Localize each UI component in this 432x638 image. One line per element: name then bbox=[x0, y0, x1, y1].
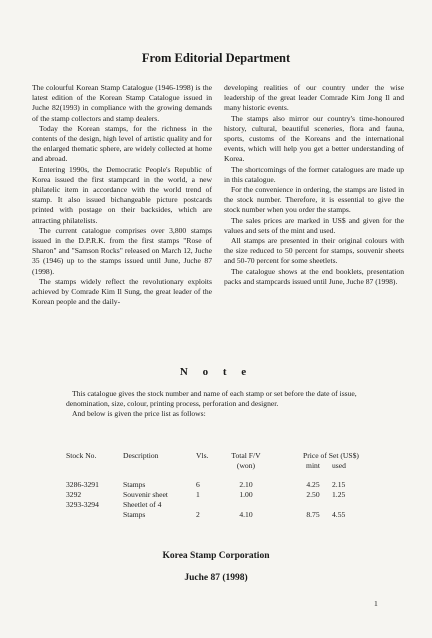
table-row bbox=[66, 480, 366, 490]
cell-stock: 3293-3294 bbox=[66, 500, 99, 509]
paragraph: And below is given the price list as follows: bbox=[72, 409, 206, 419]
cell-mint: 4.25 bbox=[306, 480, 320, 489]
paragraph: The stamps widely reflect the revolutionary exploits achieved by Comrade Kim Il Sung, the great leader of the Korean people and the daily- bbox=[32, 276, 212, 307]
cell-vls: 6 bbox=[196, 480, 200, 489]
paragraph: The stamps also mirror our country's time-honoured history, cultural, beautiful sceneries, flora and fauna, sports, customs of the Koreans and the international events, which will help you get a better understanding of Korea. bbox=[224, 113, 404, 164]
header-total: Total F/V bbox=[231, 451, 261, 460]
publication-date: Juche 87 (1998) bbox=[184, 573, 248, 583]
cell-total: 1.00 bbox=[239, 490, 253, 499]
note-text bbox=[66, 389, 366, 420]
cell-description: Stamps bbox=[123, 480, 146, 489]
cell-used: 4.55 bbox=[332, 510, 346, 519]
cell-vls: 2 bbox=[196, 510, 200, 519]
paragraph: The shortcomings of the former catalogues are made up in this catalogue. bbox=[224, 164, 404, 184]
paragraph: The catalogue shows at the end booklets, presentation packs and stampcards issued until June, Juche 87 (1998). bbox=[224, 266, 404, 286]
header-price: Price of Set (US$) bbox=[303, 451, 359, 460]
paragraph: The colourful Korean Stamp Catalogue (1946-1998) is the latest edition of the Korean Stamp Catalogue issued in Juche 82(1993) in compliance with the growing demands of the stamp collectors and stamp dealers. bbox=[32, 83, 212, 123]
paragraph: The sales prices are marked in US$ and given for the values and sets of the mint and used. bbox=[224, 215, 404, 235]
paragraph: developing realities of our country under the wise leadership of the great leader Comrade Kim Jong Il and many historic events. bbox=[224, 83, 404, 113]
cell-mint: 2.50 bbox=[306, 490, 320, 499]
table-header-row bbox=[66, 451, 366, 461]
table-row bbox=[66, 510, 366, 520]
header-vls: Vls. bbox=[196, 451, 209, 460]
table-subheader-row bbox=[66, 461, 366, 471]
paragraph: Today the Korean stamps, for the richness in the contents of the design, high level of artistic quality and for the enlarged thematic sphere, are widely collected at home and abroad. bbox=[32, 123, 212, 164]
cell-total: 4.10 bbox=[239, 510, 253, 519]
corporation-name: Korea Stamp Corporation bbox=[162, 551, 270, 561]
cell-used: 1.25 bbox=[332, 490, 346, 499]
left-column bbox=[32, 83, 212, 307]
cell-mint: 8.75 bbox=[306, 510, 320, 519]
cell-vls: 1 bbox=[196, 490, 200, 499]
header-description: Description bbox=[123, 451, 159, 460]
right-column bbox=[224, 83, 404, 307]
cell-description: Sheetlet of 4 bbox=[123, 500, 162, 509]
page-number: 1 bbox=[374, 599, 378, 608]
paragraph: This catalogue gives the stock number and name of each stamp or set before the date of issue, denomination, size, colour, printing process, perforation and designer. bbox=[66, 389, 357, 409]
cell-description: Souvenir sheet bbox=[123, 490, 168, 499]
page-title: From Editorial Department bbox=[141, 51, 291, 65]
header-mint: mint bbox=[306, 461, 320, 470]
editorial-columns bbox=[32, 83, 404, 307]
price-list-table bbox=[66, 451, 366, 520]
header-stock: Stock No. bbox=[66, 451, 97, 460]
cell-total: 2.10 bbox=[239, 480, 253, 489]
table-row bbox=[66, 500, 366, 510]
cell-stock: 3292 bbox=[66, 490, 82, 499]
table-row bbox=[66, 490, 366, 500]
header-total-unit: (won) bbox=[236, 461, 256, 470]
cell-stock: 3286-3291 bbox=[66, 480, 99, 489]
cell-description: Stamps bbox=[123, 510, 146, 519]
paragraph: The current catalogue comprises over 3,800 stamps issued in the D.P.R.K. from the first stamps "Rose of Sharon" and "Samson Rocks" released on March 12, Juche 35 (1946) up to the stamps issued until June, Juche 87 (1998). bbox=[32, 225, 212, 276]
paragraph: All stamps are presented in their original colours with the size reduced to 50 percent for stamps, souvenir sheets and 50-70 percent for some sheetlets. bbox=[224, 236, 404, 266]
paragraph: For the convenience in ordering, the stamps are listed in the stock number. Therefore, it is essential to give the stock number when you order the stamps. bbox=[224, 185, 404, 215]
note-title: N o t e bbox=[179, 366, 253, 378]
header-used: used bbox=[332, 461, 346, 470]
paragraph: Entering 1990s, the Democratic People's Republic of Korea issued the first stampcard in the world, a new philatelic item in accordance with the world trend of stamp. It also issued bichangeable picture postcards printed with postage on their backsides, which are attracting philatelists. bbox=[32, 164, 212, 225]
cell-used: 2.15 bbox=[332, 480, 346, 489]
